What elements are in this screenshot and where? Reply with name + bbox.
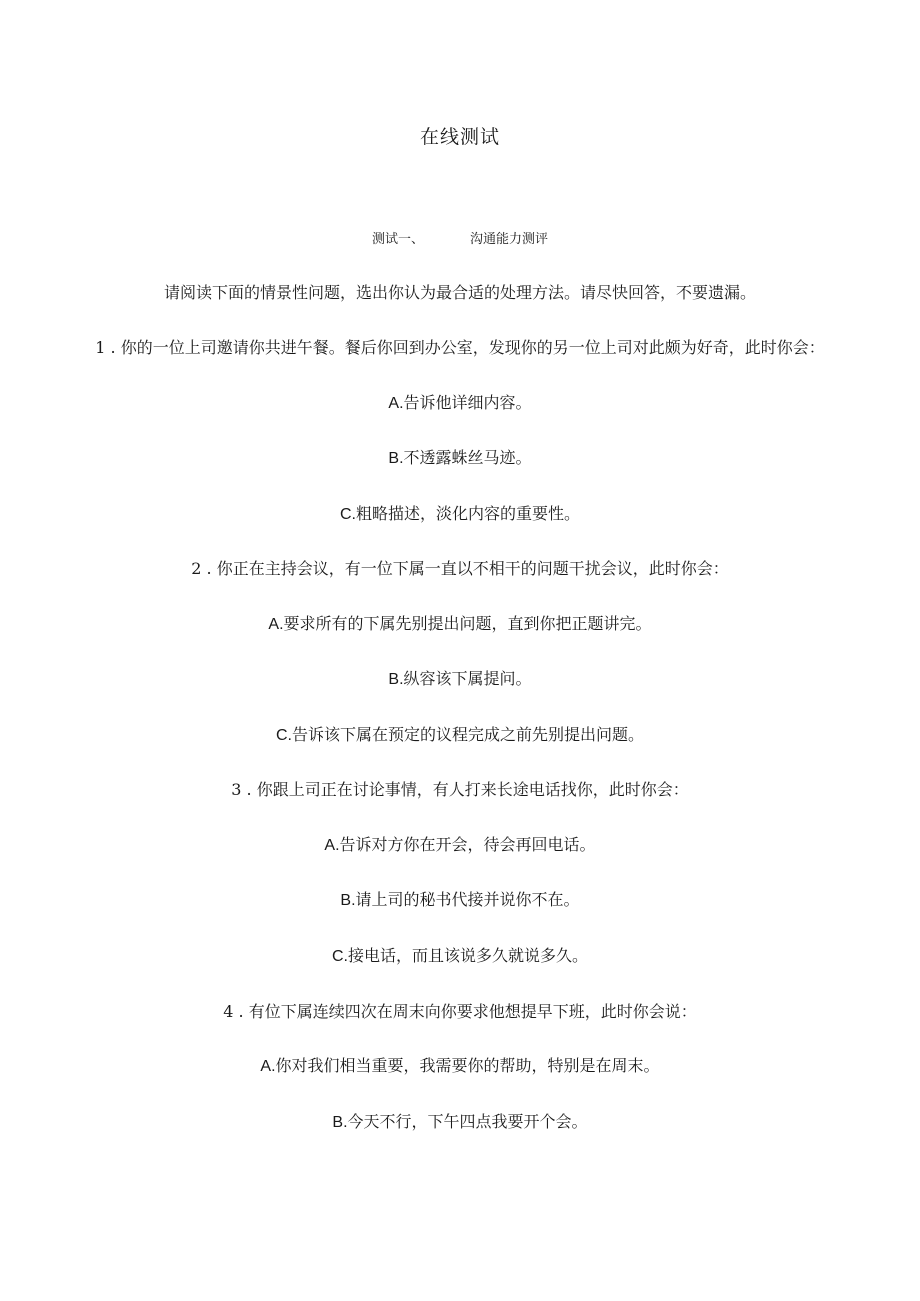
question-number: 3 bbox=[231, 780, 242, 799]
option-1b bbox=[0, 450, 920, 467]
option-text: 告诉该下属在预定的议程完成之前先别提出问题。 bbox=[291, 725, 644, 744]
section-name: 沟通能力测评 bbox=[470, 232, 549, 247]
question-text: 你的一位上司邀请你共进午餐。餐后你回到办公室，发现你的另一位上司对此颇为好奇，此时你会： bbox=[120, 338, 825, 357]
option-1a bbox=[0, 395, 920, 412]
option-3a bbox=[0, 837, 920, 854]
option-letter: A. bbox=[268, 616, 284, 633]
option-text: 告诉他详细内容。 bbox=[403, 393, 532, 412]
question-number: 4 bbox=[223, 1002, 234, 1021]
section-heading bbox=[0, 233, 920, 246]
question-3: 3 . 你跟上司正在讨论事情，有人打来长途电话找你，此时你会： bbox=[231, 780, 689, 799]
instructions: 请阅读下面的情景性问题，选出你认为最合适的处理方法。请尽快回答，不要遗漏。 bbox=[163, 283, 756, 302]
option-4a bbox=[0, 1058, 920, 1075]
question-1: 1 . 你的一位上司邀请你共进午餐。餐后你回到办公室，发现你的另一位上司对此颇为好奇，此时你会： bbox=[95, 338, 825, 357]
option-3c bbox=[0, 948, 920, 965]
option-letter: C. bbox=[339, 506, 356, 523]
option-text: 请上司的秘书代接并说你不在。 bbox=[355, 890, 580, 909]
option-letter: A. bbox=[388, 395, 404, 412]
option-text: 今天不行，下午四点我要开个会。 bbox=[347, 1112, 588, 1131]
option-letter: B. bbox=[332, 1114, 348, 1131]
question-text: 你正在主持会议，有一位下属一直以不相干的问题干扰会议，此时你会： bbox=[216, 559, 729, 578]
option-2c bbox=[0, 727, 920, 744]
option-text: 要求所有的下属先别提出问题，直到你把正题讲完。 bbox=[283, 614, 652, 633]
question-number: 1 bbox=[95, 338, 106, 357]
option-text: 你对我们相当重要，我需要你的帮助，特别是在周末。 bbox=[275, 1056, 660, 1075]
question-4: 4 . 有位下属连续四次在周末向你要求他想提早下班，此时你会说： bbox=[223, 1002, 697, 1021]
document-title: 在线测试 bbox=[419, 126, 500, 148]
option-letter: A. bbox=[260, 1058, 276, 1075]
option-2a bbox=[0, 616, 920, 633]
question-text: 有位下属连续四次在周末向你要求他想提早下班，此时你会说： bbox=[248, 1002, 697, 1021]
option-letter: C. bbox=[275, 727, 292, 744]
option-text: 告诉对方你在开会，待会再回电话。 bbox=[339, 835, 596, 854]
option-text: 纵容该下属提问。 bbox=[403, 669, 532, 688]
question-2: 2 . 你正在主持会议，有一位下属一直以不相干的问题干扰会议，此时你会： bbox=[191, 559, 729, 578]
option-4b bbox=[0, 1114, 920, 1131]
option-2b bbox=[0, 671, 920, 688]
option-letter: A. bbox=[324, 837, 340, 854]
option-letter: B. bbox=[388, 450, 404, 467]
option-letter: C. bbox=[331, 948, 348, 965]
question-number: 2 bbox=[191, 559, 202, 578]
question-text: 你跟上司正在讨论事情，有人打来长途电话找你，此时你会： bbox=[256, 780, 689, 799]
option-text: 接电话，而且该说多久就说多久。 bbox=[347, 946, 588, 965]
option-letter: B. bbox=[388, 671, 404, 688]
option-letter: B. bbox=[340, 892, 356, 909]
option-1c bbox=[0, 506, 920, 523]
section-number: 测试一、 bbox=[371, 232, 424, 247]
option-3b bbox=[0, 892, 920, 909]
option-text: 粗略描述，淡化内容的重要性。 bbox=[355, 504, 580, 523]
option-text: 不透露蛛丝马迹。 bbox=[403, 448, 532, 467]
